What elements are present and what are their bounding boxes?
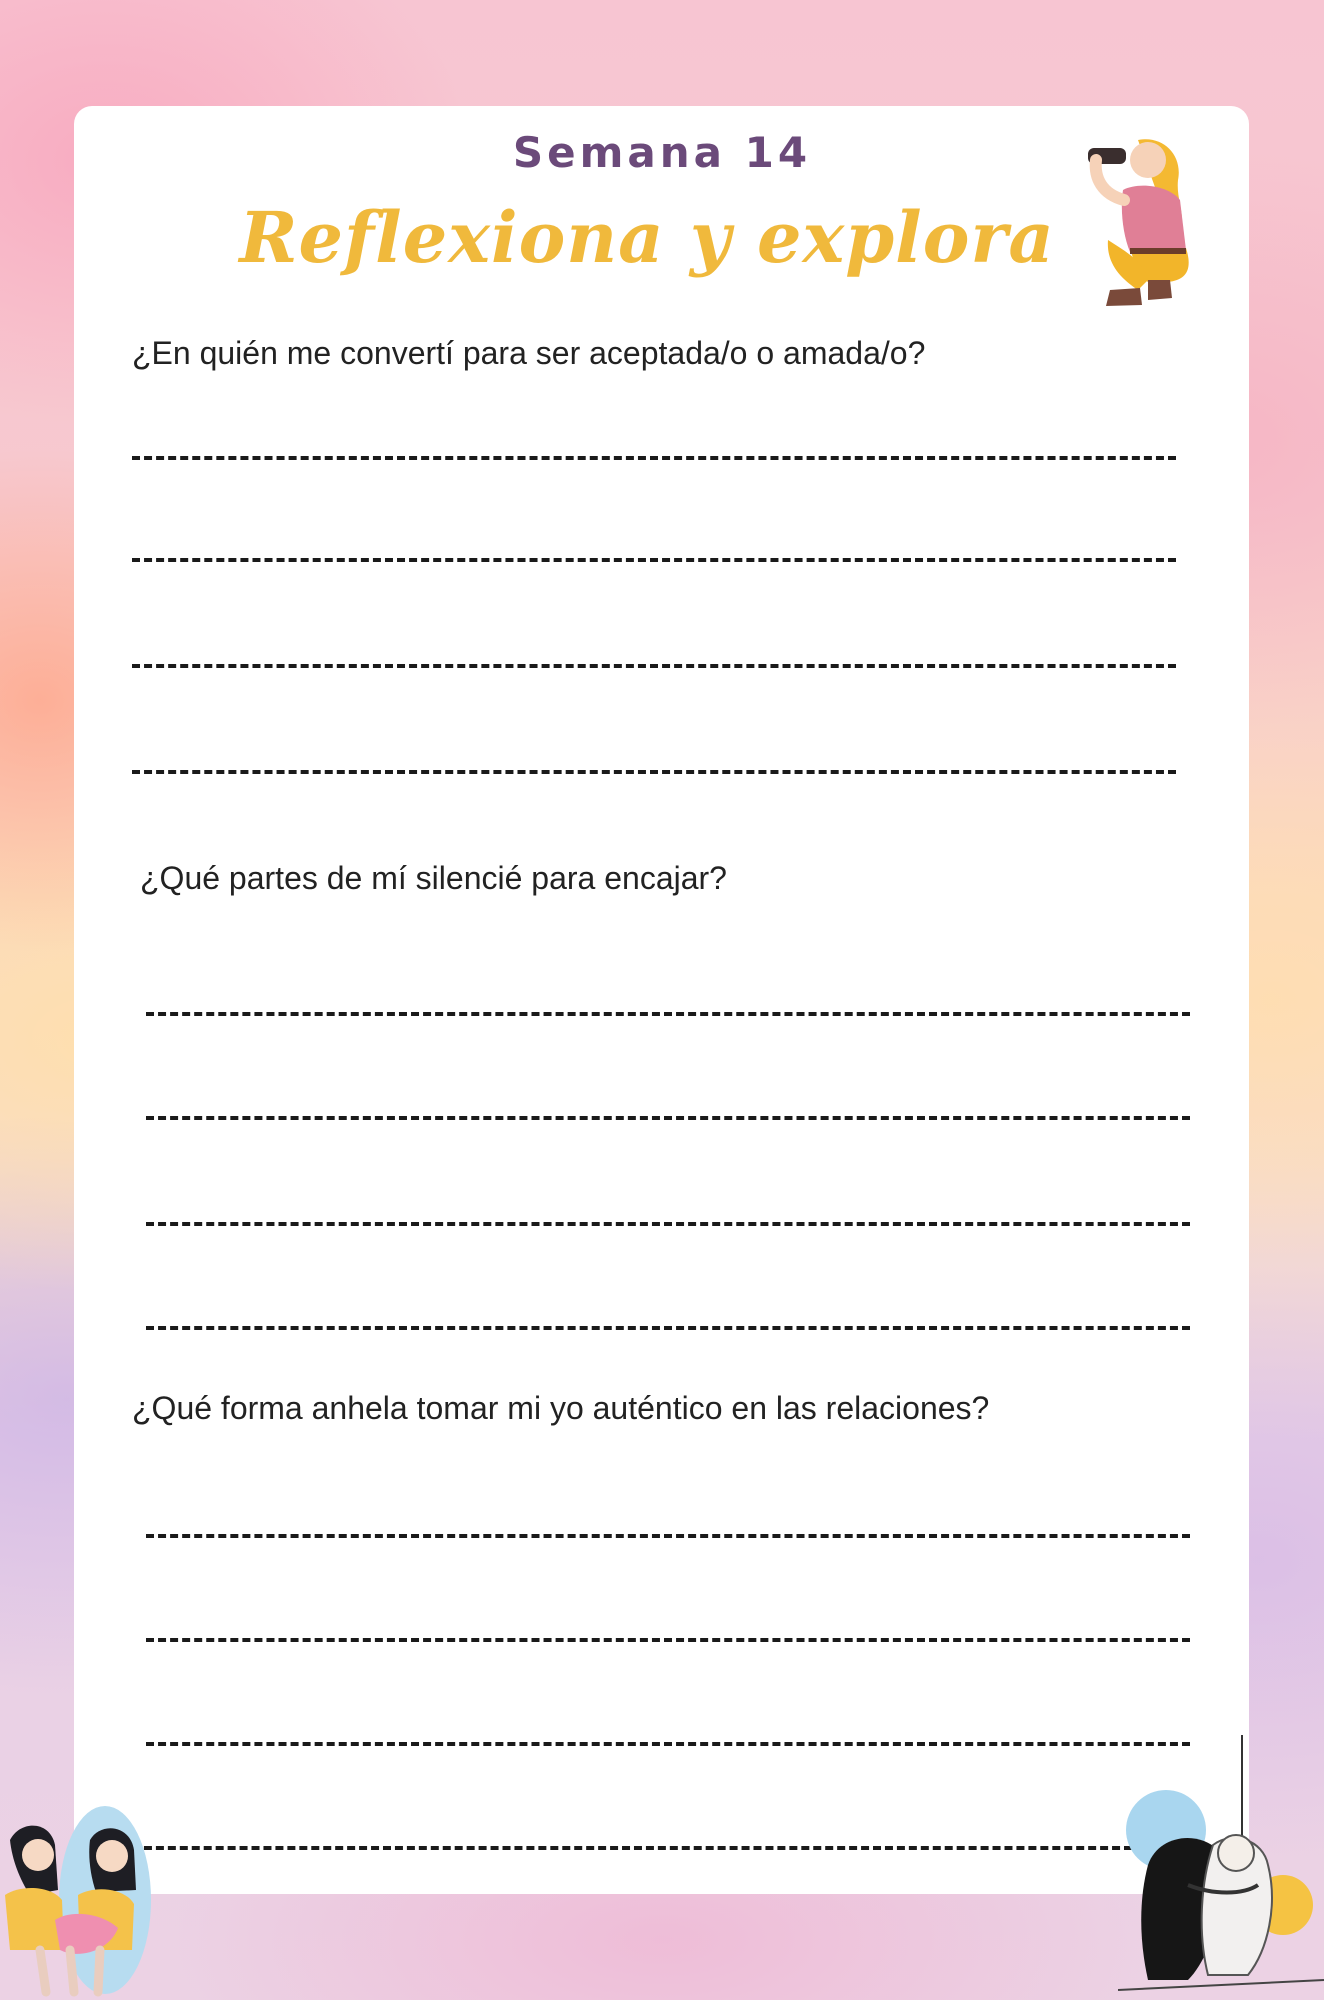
page-title: Reflexiona y explora	[239, 196, 1055, 279]
people-hugging-icon	[1118, 1735, 1324, 2000]
answer-line[interactable]	[132, 558, 1176, 562]
answer-line[interactable]	[146, 1534, 1190, 1538]
week-label: Semana 14	[512, 128, 812, 177]
woman-with-binoculars-icon	[1068, 130, 1208, 315]
answer-line[interactable]	[146, 1742, 1190, 1746]
worksheet-card	[74, 106, 1249, 1894]
answer-line[interactable]	[146, 1116, 1190, 1120]
two-girls-sitting-icon	[0, 1800, 160, 2000]
answer-line[interactable]	[132, 664, 1176, 668]
question-2: ¿Qué partes de mí silencié para encajar?	[140, 860, 727, 896]
answer-line[interactable]	[146, 1012, 1190, 1016]
answer-line[interactable]	[132, 770, 1176, 774]
answer-line[interactable]	[132, 456, 1176, 460]
answer-line[interactable]	[146, 1638, 1190, 1642]
answer-line[interactable]	[132, 1846, 1132, 1850]
question-1: ¿En quién me convertí para ser aceptada/o o amada/o?	[132, 335, 926, 371]
answer-line[interactable]	[146, 1326, 1190, 1330]
answer-line[interactable]	[146, 1222, 1190, 1226]
question-3: ¿Qué forma anhela tomar mi yo auténtico en las relaciones?	[132, 1390, 990, 1426]
